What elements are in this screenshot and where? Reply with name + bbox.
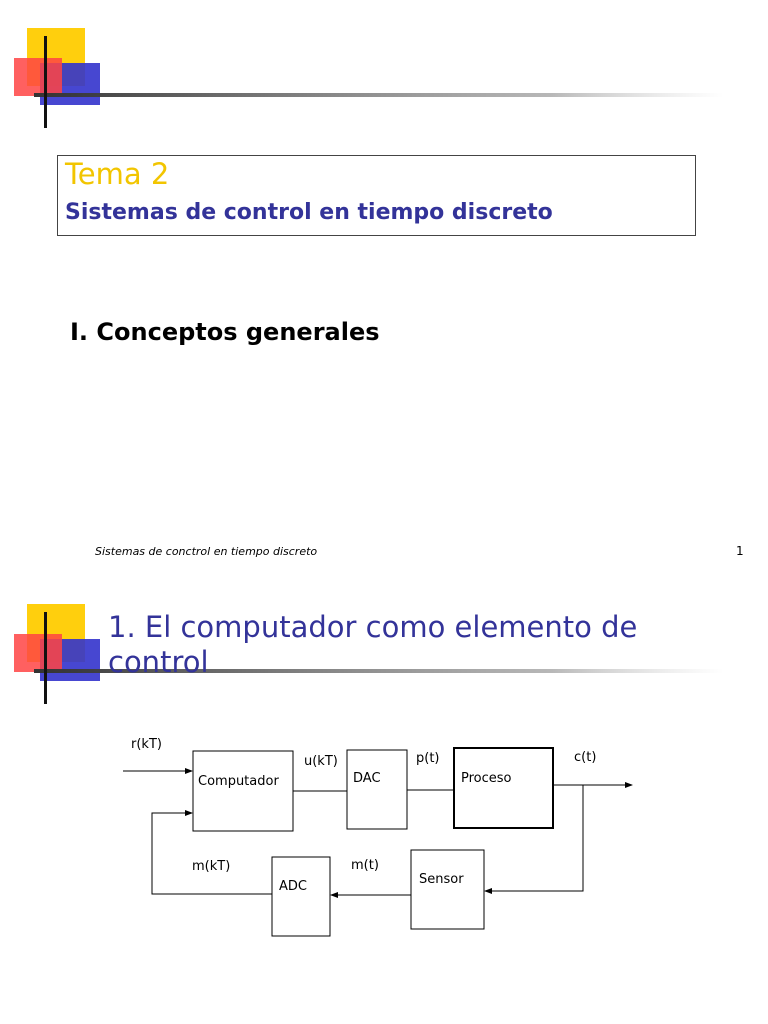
deco-horizontal-line <box>34 93 724 97</box>
block-dac <box>347 750 407 829</box>
adc-label: ADC <box>279 879 307 894</box>
dac-label: DAC <box>353 771 381 786</box>
signal-mkt-label: m(kT) <box>192 859 231 874</box>
page-number: 1 <box>736 544 744 558</box>
block-proceso <box>454 748 553 828</box>
sensor-label: Sensor <box>419 872 464 887</box>
title-box <box>57 155 696 236</box>
slide-decoration <box>0 0 768 140</box>
section-heading: I. Conceptos generales <box>70 318 380 346</box>
slide-title: Tema 2 <box>65 157 170 191</box>
block-computador <box>193 751 293 831</box>
slide-footer: Sistemas de conctrol en tiempo discreto <box>95 545 318 558</box>
proceso-label: Proceso <box>461 771 512 786</box>
slide-2 <box>0 576 768 1024</box>
computador-label: Computador <box>198 774 279 789</box>
signal-r-label: r(kT) <box>131 737 162 752</box>
signal-u-label: u(kT) <box>304 754 338 769</box>
block-adc <box>272 857 330 936</box>
block-diagram <box>0 576 768 1024</box>
deco-red-square <box>14 58 62 96</box>
slide-2-title: 1. El computador como elemento de control <box>108 610 638 679</box>
signal-c-label: c(t) <box>574 750 597 765</box>
slide-subtitle: Sistemas de control en tiempo discreto <box>65 200 553 225</box>
block-sensor <box>411 850 484 929</box>
signal-mt-label: m(t) <box>351 858 379 873</box>
signal-p-label: p(t) <box>416 751 440 766</box>
deco-vertical-line <box>44 36 47 128</box>
